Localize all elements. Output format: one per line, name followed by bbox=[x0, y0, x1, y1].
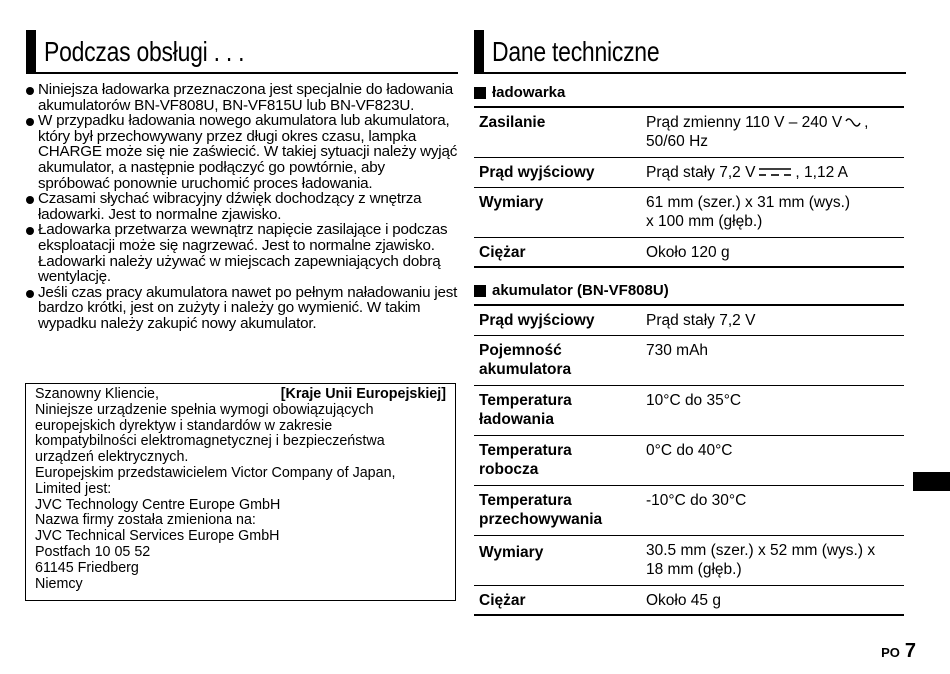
usage-notes-list bbox=[26, 82, 458, 332]
list-item: Ładowarka przetwarza wewnątrz napięcie zasilające i podczas eksploatacji może się nagrzewać. Jest to normalne zjawisko. Ładowarki należy używać w miejscach zapewniających dobrą wentylację. bbox=[26, 222, 458, 284]
spec-key: Zasilanie bbox=[479, 114, 546, 131]
table-row bbox=[474, 187, 904, 237]
bullet-icon bbox=[26, 118, 34, 126]
battery-spec-table bbox=[474, 304, 904, 616]
notice-line: Europejskim przedstawicielem Victor Company of Japan, bbox=[35, 464, 396, 481]
spec-value: Około 120 g bbox=[646, 243, 730, 261]
notice-line: kompatybilności elektromagnetycznej i bezpieczeństwa bbox=[35, 433, 385, 450]
spec-key: Temperatura przechowywania bbox=[479, 491, 603, 528]
bullet-icon bbox=[26, 227, 34, 235]
spec-key: Ciężar bbox=[479, 243, 526, 261]
spec-value: 0°C do 40°C bbox=[646, 441, 733, 459]
notice-line: Postfach 10 05 52 bbox=[35, 543, 151, 560]
table-row bbox=[474, 107, 904, 157]
table-row bbox=[474, 585, 904, 615]
spec-key: Wymiary bbox=[479, 193, 544, 211]
spec-value: Prąd zmienny 110 V – 240 V , 50/60 Hz bbox=[646, 114, 869, 150]
notice-greeting: Szanowny Kliencie, bbox=[35, 386, 159, 402]
ac-wave-icon bbox=[845, 117, 861, 129]
section-tab-marker bbox=[913, 472, 950, 491]
table-row bbox=[474, 485, 904, 535]
language-code: PO bbox=[881, 645, 900, 660]
notice-line: Nazwa firmy została zmieniona na: bbox=[35, 512, 256, 529]
spec-value: 10°C do 35°C bbox=[646, 391, 742, 409]
bullet-icon bbox=[26, 196, 34, 204]
spec-value: Prąd stały 7,2 V , 1,12 A bbox=[646, 163, 848, 181]
heading-bar bbox=[474, 30, 484, 74]
eu-notice-box bbox=[25, 383, 456, 601]
section-title: Dane techniczne bbox=[492, 36, 660, 67]
spec-value: -10°C do 30°C bbox=[646, 491, 747, 509]
notice-line: Limited jest: bbox=[35, 480, 112, 497]
spec-value: 30.5 mm (szer.) x 52 mm (wys.) x 18 mm (głęb.) bbox=[646, 541, 876, 578]
table-row bbox=[474, 385, 904, 435]
spec-key: Temperatura ładowania bbox=[479, 391, 572, 428]
table-row bbox=[474, 335, 904, 385]
table-row bbox=[474, 157, 904, 187]
bullet-icon bbox=[26, 87, 34, 95]
spec-key: Ciężar bbox=[479, 591, 526, 609]
notice-line: JVC Technical Services Europe GmbH bbox=[35, 528, 280, 545]
table-row bbox=[474, 435, 904, 485]
spec-value: Prąd stały 7,2 V bbox=[646, 312, 756, 329]
list-item: W przypadku ładowania nowego akumulatora lub akumulatora, który był przechowywany przez długi okres czasu, lampka CHARGE może się nie zaświecić. W takiej sytuacji należy wyjąć akumulator, a następnie podłączyć go powtórnie, aby spróbować ponownie uruchomić proces ładowania. bbox=[26, 113, 458, 191]
spec-value: 61 mm (szer.) x 31 mm (wys.) x 100 mm (głęb.) bbox=[646, 193, 851, 230]
list-item: Jeśli czas pracy akumulatora nawet po pełnym naładowaniu jest bardzo krótki, jest on zużyty i należy go wymienić. W takim wypadku należy zakupić nowy akumulator. bbox=[26, 285, 458, 332]
spec-key: Temperatura robocza bbox=[479, 441, 572, 478]
heading-bar bbox=[26, 30, 36, 74]
notice-line: europejskich dyrektyw i standardów w zakresie bbox=[35, 417, 333, 434]
notice-line: Niniejsze urządzenie spełnia wymogi obowiązujących bbox=[35, 401, 374, 418]
section-title: Podczas obsługi . . . bbox=[44, 36, 245, 67]
square-bullet-icon bbox=[474, 87, 486, 99]
spec-key: Prąd wyjściowy bbox=[479, 312, 595, 329]
notice-line: JVC Technology Centre Europe GmbH bbox=[35, 496, 281, 513]
notice-line: 61145 Friedberg bbox=[35, 559, 139, 576]
battery-subheading: akumulator (BN-VF808U) bbox=[474, 282, 669, 299]
section-heading-operation bbox=[26, 30, 288, 74]
spec-key: Pojemność akumulatora bbox=[479, 341, 572, 378]
notice-line: urządzeń elektrycznych. bbox=[35, 449, 189, 466]
square-bullet-icon bbox=[474, 285, 486, 297]
list-item: Czasami słychać wibracyjny dźwięk dochodzący z wnętrza ładowarki. Jest to normalne zjawisko. bbox=[26, 191, 458, 222]
spec-key: Wymiary bbox=[479, 543, 544, 561]
section-heading-specs bbox=[474, 30, 696, 74]
divider bbox=[474, 72, 906, 74]
table-row bbox=[474, 535, 904, 585]
notice-line: Niemcy bbox=[35, 575, 83, 592]
list-item: Niniejsza ładowarka przeznaczona jest specjalnie do ładowania akumulatorów BN-VF808U, BN-VF815U lub BN-VF823U. bbox=[26, 82, 458, 113]
divider bbox=[26, 72, 458, 74]
notice-region-tag: [Kraje Unii Europejskiej] bbox=[280, 386, 446, 402]
table-row bbox=[474, 237, 904, 267]
charger-subheading: ładowarka bbox=[474, 84, 565, 101]
charger-spec-table bbox=[474, 106, 904, 268]
spec-key: Prąd wyjściowy bbox=[479, 163, 595, 181]
page-number-value: 7 bbox=[904, 640, 916, 662]
bullet-icon bbox=[26, 290, 34, 298]
page-number bbox=[881, 640, 916, 663]
dc-symbol-icon bbox=[758, 166, 792, 178]
spec-value: Około 45 g bbox=[646, 591, 721, 609]
spec-value: 730 mAh bbox=[646, 341, 709, 359]
table-row bbox=[474, 305, 904, 335]
